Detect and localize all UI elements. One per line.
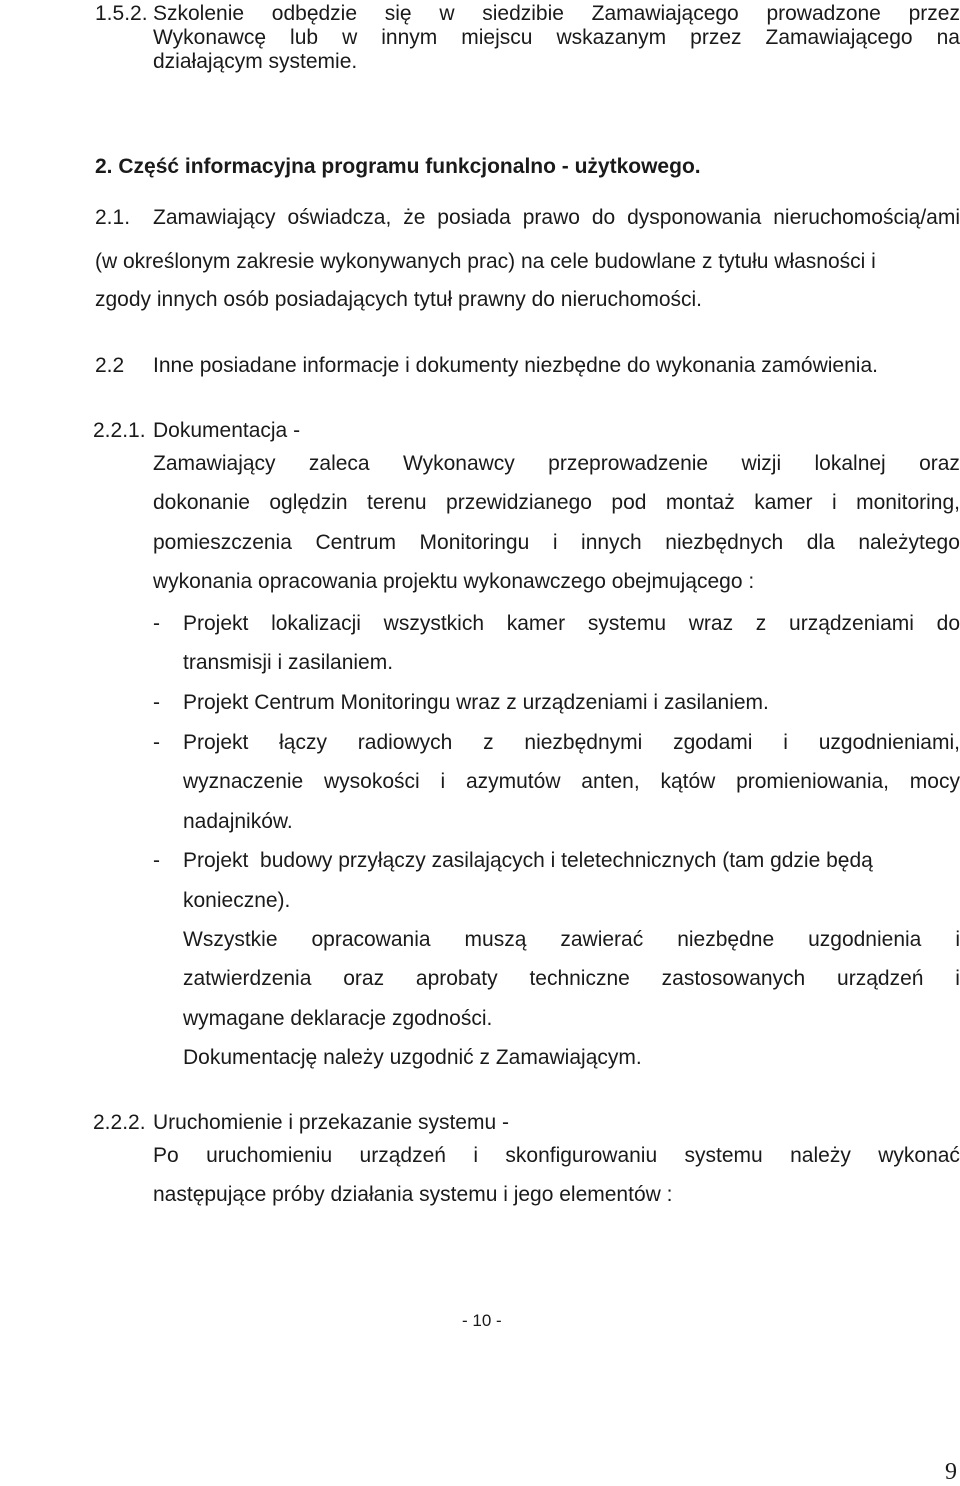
word: prowadzone <box>766 2 881 25</box>
word: dysponowania <box>627 206 762 229</box>
word: posiada <box>437 206 511 229</box>
closing-line-1 <box>183 928 960 952</box>
word: aprobaty <box>415 967 498 990</box>
word: kamer <box>754 491 813 514</box>
word: mocy <box>909 770 960 793</box>
word: urządzeń <box>837 967 924 990</box>
bullet-2-line-1: Projekt Centrum Monitoringu wraz z urządzeniami i zasilaniem. <box>183 691 769 714</box>
word: anten, <box>581 770 640 793</box>
word: systemu <box>587 612 667 635</box>
word: uruchomieniu <box>206 1144 333 1167</box>
word: terenu <box>367 491 427 514</box>
bullet-1-dash: - <box>153 612 160 635</box>
word: zgodami <box>673 731 753 754</box>
word: siedzibie <box>482 2 564 25</box>
word: Wszystkie <box>183 928 278 951</box>
word: wysokości <box>324 770 420 793</box>
word: Monitoringu <box>419 531 530 554</box>
word: oględzin <box>269 491 348 514</box>
section-2-1-line-2: (w określonym zakresie wykonywanych prac) na cele budowlane z tytułu własności i <box>95 250 876 273</box>
word: odbędzie <box>271 2 358 25</box>
word: Zamawiającego <box>765 26 913 49</box>
word: niezbędnych <box>665 531 784 554</box>
word: uzgodnienia <box>808 928 922 951</box>
word: w <box>439 2 455 25</box>
section-2-1-line-1 <box>153 206 960 230</box>
word: i <box>831 491 837 514</box>
word: radiowych <box>357 731 453 754</box>
section-2-2-2-line-2: następujące próby działania systemu i jego elementów : <box>153 1183 673 1206</box>
word: monitoring, <box>856 491 960 514</box>
word: zastosowanych <box>661 967 806 990</box>
word: należytego <box>858 531 960 554</box>
section-2-heading: 2. Część informacyjna programu funkcjonalno - użytkowego. <box>95 155 701 178</box>
section-1-5-2-number: 1.5.2. <box>95 2 148 25</box>
section-2-2-1-intro-line-4: wykonania opracowania projektu wykonawczego obejmującego : <box>153 570 755 593</box>
word: muszą <box>464 928 527 951</box>
word: niezbędnymi <box>524 731 643 754</box>
section-2-1-line-3: zgody innych osób posiadających tytuł prawny do nieruchomości. <box>95 288 703 311</box>
word: prawo <box>522 206 580 229</box>
word: azymutów <box>465 770 561 793</box>
word: do <box>936 612 960 635</box>
word: urządzeniami <box>789 612 914 635</box>
word: montaż <box>665 491 735 514</box>
word: i <box>955 967 960 990</box>
word: należy <box>790 1144 851 1167</box>
section-2-1-number: 2.1. <box>95 206 131 229</box>
bullet-1-line-1 <box>183 612 960 636</box>
word: uzgodnieniami, <box>818 731 960 754</box>
word: w <box>342 26 358 49</box>
word: przewidzianego <box>446 491 592 514</box>
word: miejscu <box>461 26 533 49</box>
word: Zamawiający <box>153 452 276 475</box>
bullet-3-line-1 <box>183 731 960 755</box>
word: Zamawiającego <box>591 2 739 25</box>
word: przez <box>908 2 960 25</box>
word: innym <box>381 26 438 49</box>
section-2-2-2-number: 2.2.2. <box>93 1111 146 1134</box>
word: i <box>552 531 558 554</box>
bullet-3-line-3: nadajników. <box>183 810 293 833</box>
section-1-5-2-line-1 <box>153 2 960 26</box>
word: z <box>483 731 494 754</box>
bullet-3-line-2 <box>183 770 960 794</box>
word: niezbędne <box>677 928 775 951</box>
word: do <box>591 206 616 229</box>
section-2-2-2-title: Uruchomienie i przekazanie systemu - <box>153 1111 509 1134</box>
word: i <box>783 731 788 754</box>
closing-line-4: Dokumentację należy uzgodnić z Zamawiającym. <box>183 1046 642 1069</box>
bullet-3-dash: - <box>153 731 160 754</box>
word: na <box>936 26 960 49</box>
word: zatwierdzenia <box>183 967 312 990</box>
section-2-2-text: Inne posiadane informacje i dokumenty niezbędne do wykonania zamówienia. <box>153 354 878 377</box>
word: lub <box>290 26 319 49</box>
bullet-4-dash: - <box>153 849 160 872</box>
bullet-2-dash: - <box>153 691 160 714</box>
word: Centrum <box>315 531 396 554</box>
bullet-4-line-1: Projekt budowy przyłączy zasilających i teletechnicznych (tam gdzie będą <box>183 849 873 872</box>
bullet-4-line-2: konieczne). <box>183 889 291 912</box>
word: promieniowania, <box>736 770 889 793</box>
section-2-2-1-intro-line-3 <box>153 531 960 555</box>
word: wizji <box>741 452 782 475</box>
section-2-2-1-title: Dokumentacja - <box>153 419 301 442</box>
section-1-5-2-line-3: działającym systemie. <box>153 50 358 73</box>
word: i <box>440 770 446 793</box>
word: przez <box>690 26 742 49</box>
word: Wykonawcy <box>402 452 515 475</box>
word: zawierać <box>560 928 644 951</box>
word: pod <box>611 491 647 514</box>
word: lokalizacji <box>271 612 361 635</box>
word: zaleca <box>308 452 370 475</box>
word: wskazanym <box>556 26 667 49</box>
word: z <box>755 612 767 635</box>
word: skonfigurowaniu <box>505 1144 658 1167</box>
section-1-5-2-line-2 <box>153 26 960 50</box>
word: wykonać <box>878 1144 960 1167</box>
word: systemu <box>684 1144 763 1167</box>
word: oraz <box>343 967 385 990</box>
word: lokalnej <box>814 452 886 475</box>
word: wszystkich <box>383 612 485 635</box>
word: Projekt <box>183 731 249 754</box>
word: pomieszczenia <box>153 531 292 554</box>
word: łączy <box>279 731 327 754</box>
corner-page-number: 9 <box>945 1459 957 1485</box>
closing-line-3: wymagane deklaracje zgodności. <box>183 1007 493 1030</box>
word: Projekt <box>183 612 249 635</box>
section-2-2-number: 2.2 <box>95 354 125 377</box>
word: Szkolenie <box>153 2 245 25</box>
word: Wykonawcę <box>153 26 267 49</box>
word: przeprowadzenie <box>548 452 709 475</box>
bullet-1-line-2: transmisji i zasilaniem. <box>183 651 394 674</box>
word: opracowania <box>311 928 431 951</box>
section-2-2-1-intro-line-1 <box>153 452 960 476</box>
section-2-2-1-number: 2.2.1. <box>93 419 146 442</box>
word: Po <box>153 1144 179 1167</box>
page-number-label: - 10 - <box>462 1311 502 1330</box>
word: wyznaczenie <box>183 770 304 793</box>
word: nieruchomością/ami <box>773 206 960 229</box>
word: urządzeń <box>359 1144 446 1167</box>
word: że <box>403 206 426 229</box>
word: oświadcza, <box>287 206 392 229</box>
section-2-2-2-line-1 <box>153 1144 960 1168</box>
word: i <box>473 1144 478 1167</box>
word: oraz <box>919 452 960 475</box>
section-2-2-1-intro-line-2 <box>153 491 960 515</box>
word: i <box>955 928 960 951</box>
word: techniczne <box>529 967 630 990</box>
word: kamer <box>506 612 566 635</box>
word: dla <box>806 531 835 554</box>
word: Zamawiający <box>153 206 276 229</box>
word: wraz <box>688 612 734 635</box>
word: się <box>384 2 412 25</box>
word: kątów <box>660 770 716 793</box>
word: innych <box>581 531 642 554</box>
closing-line-2 <box>183 967 960 991</box>
word: dokonanie <box>153 491 250 514</box>
